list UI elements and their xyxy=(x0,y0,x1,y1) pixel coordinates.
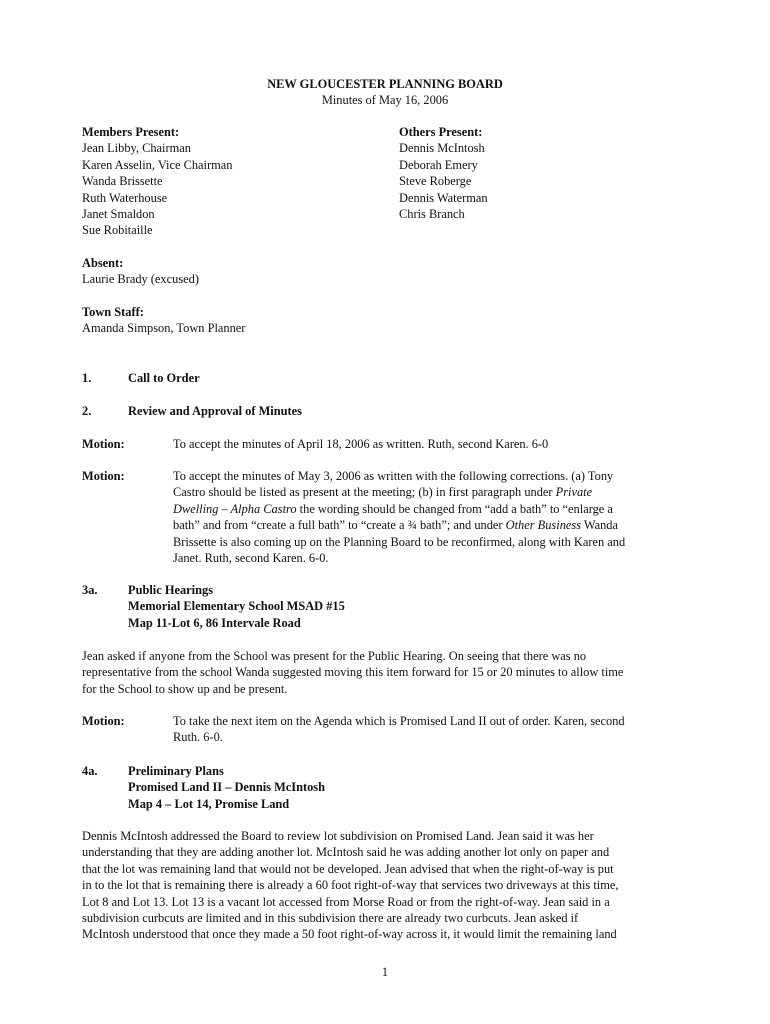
other-name: Dennis Waterman xyxy=(399,190,488,205)
item-number-review-minutes: 2. xyxy=(82,404,92,418)
motion-line xyxy=(173,501,693,517)
paragraph-line: Dennis McIntosh addressed the Board to review lot subdivision on Promised Land. Jean said it was her xyxy=(82,829,594,843)
section-heading-line: Public Hearings xyxy=(128,583,214,597)
motion-line xyxy=(173,517,693,533)
document-title: NEW GLOUCESTER PLANNING BOARD xyxy=(267,77,503,91)
town-staff-text: Amanda Simpson, Town Planner xyxy=(82,321,246,336)
member-name: Jean Libby, Chairman xyxy=(82,141,191,156)
member-name: Karen Asselin, Vice Chairman xyxy=(82,157,233,172)
member-name: Sue Robitaille xyxy=(82,223,153,238)
member-name: Ruth Waterhouse xyxy=(82,190,168,205)
town-staff-block xyxy=(82,304,245,337)
absent-heading: Absent: xyxy=(82,256,124,270)
others-present-heading: Others Present: xyxy=(399,125,483,139)
motion-text-italic: Private xyxy=(555,485,593,500)
section-heading-line: Memorial Elementary School MSAD #15 xyxy=(128,599,345,614)
other-name: Deborah Emery xyxy=(399,157,478,172)
section-heading-line: Preliminary Plans xyxy=(128,764,224,778)
paragraph-line: representative from the school Wanda suggested moving this item forward for 15 or 20 minutes to allow time xyxy=(82,665,624,680)
paragraph-line: McIntosh understood that once they made a 50 foot right-of-way across it, it would limit the remaining land xyxy=(82,927,617,942)
other-name: Chris Branch xyxy=(399,207,465,222)
motion-line: Janet. Ruth, second Karen. 6-0. xyxy=(173,551,329,566)
motion-text: To accept the minutes of April 18, 2006 as written. Ruth, second Karen. 6-0 xyxy=(173,437,549,451)
section-number-4a: 4a. xyxy=(82,764,98,778)
paragraph-line: understanding that they are adding another lot. McIntosh said he was adding another lot only on paper and xyxy=(82,845,610,860)
paragraph-line: for the School to show up and be present. xyxy=(82,681,288,696)
motion-label: Motion: xyxy=(82,437,125,451)
motion-text-segment: Wanda xyxy=(581,518,618,533)
absent-block xyxy=(82,255,199,288)
paragraph-public-hearing xyxy=(82,648,694,697)
motion-line: To accept the minutes of May 3, 2006 as written with the following corrections. (a) Tony xyxy=(173,469,614,483)
member-name: Janet Smaldon xyxy=(82,207,155,222)
section-heading-line: Map 4 – Lot 14, Promise Land xyxy=(128,796,290,811)
motion-line: To take the next item on the Agenda which is Promised Land II out of order. Karen, second xyxy=(173,714,625,728)
motion-line xyxy=(173,484,693,500)
paragraph-line: Lot 8 and Lot 13. Lot 13 is a vacant lot accessed from Morse Road or from the right-of-way. Jean said in a xyxy=(82,894,610,909)
motion-text-corrections xyxy=(173,468,693,566)
other-name: Steve Roberge xyxy=(399,174,472,189)
motion-text-agenda xyxy=(173,713,693,746)
others-present-block xyxy=(399,124,488,222)
motion-text-segment: the wording should be changed from “add a bath” to “enlarge a xyxy=(296,501,613,516)
document-subtitle: Minutes of May 16, 2006 xyxy=(321,93,449,107)
paragraph-line: subdivision curbcuts are limited and in this subdivision there are already two curbcuts. Jean asked if xyxy=(82,911,579,926)
section-3a-heading xyxy=(128,582,345,631)
members-present-block xyxy=(82,124,232,239)
motion-label: Motion: xyxy=(82,469,125,483)
town-staff-heading: Town Staff: xyxy=(82,305,144,319)
paragraph-promised-land xyxy=(82,828,694,943)
section-heading-line: Map 11-Lot 6, 86 Intervale Road xyxy=(128,615,301,630)
section-number-3a: 3a. xyxy=(82,583,98,597)
section-4a-heading xyxy=(128,763,325,812)
item-call-to-order: Call to Order xyxy=(128,371,200,385)
members-present-heading: Members Present: xyxy=(82,125,180,139)
item-review-minutes: Review and Approval of Minutes xyxy=(128,404,302,418)
paragraph-line: Jean asked if anyone from the School was present for the Public Hearing. On seeing that there was no xyxy=(82,649,587,663)
page-number: 1 xyxy=(381,965,389,979)
paragraph-line: that the lot was remaining land that would not be developed. Jean advised that when the right-of-way is put xyxy=(82,861,614,876)
motion-label: Motion: xyxy=(82,714,125,728)
absent-text: Laurie Brady (excused) xyxy=(82,272,199,287)
motion-text-segment: bath” and from “create a full bath” to “create a ¾ bath”; and under xyxy=(173,518,506,533)
motion-line: Ruth. 6-0. xyxy=(173,730,223,745)
member-name: Wanda Brissette xyxy=(82,174,163,189)
other-name: Dennis McIntosh xyxy=(399,141,485,156)
paragraph-line: in to the lot that is remaining there is already a 60 foot right-of-way that services two driveways at this time, xyxy=(82,878,619,893)
motion-text-segment: Castro should be listed as present at the meeting; (b) in first paragraph under xyxy=(173,485,556,500)
motion-text-italic: Dwelling – Alpha Castro xyxy=(173,501,297,516)
motion-text-italic: Other Business xyxy=(505,518,582,533)
item-number-call-to-order: 1. xyxy=(82,371,92,385)
section-heading-line: Promised Land II – Dennis McIntosh xyxy=(128,780,326,795)
motion-line: Brissette is also coming up on the Planning Board to be reconfirmed, along with Karen and xyxy=(173,534,626,549)
